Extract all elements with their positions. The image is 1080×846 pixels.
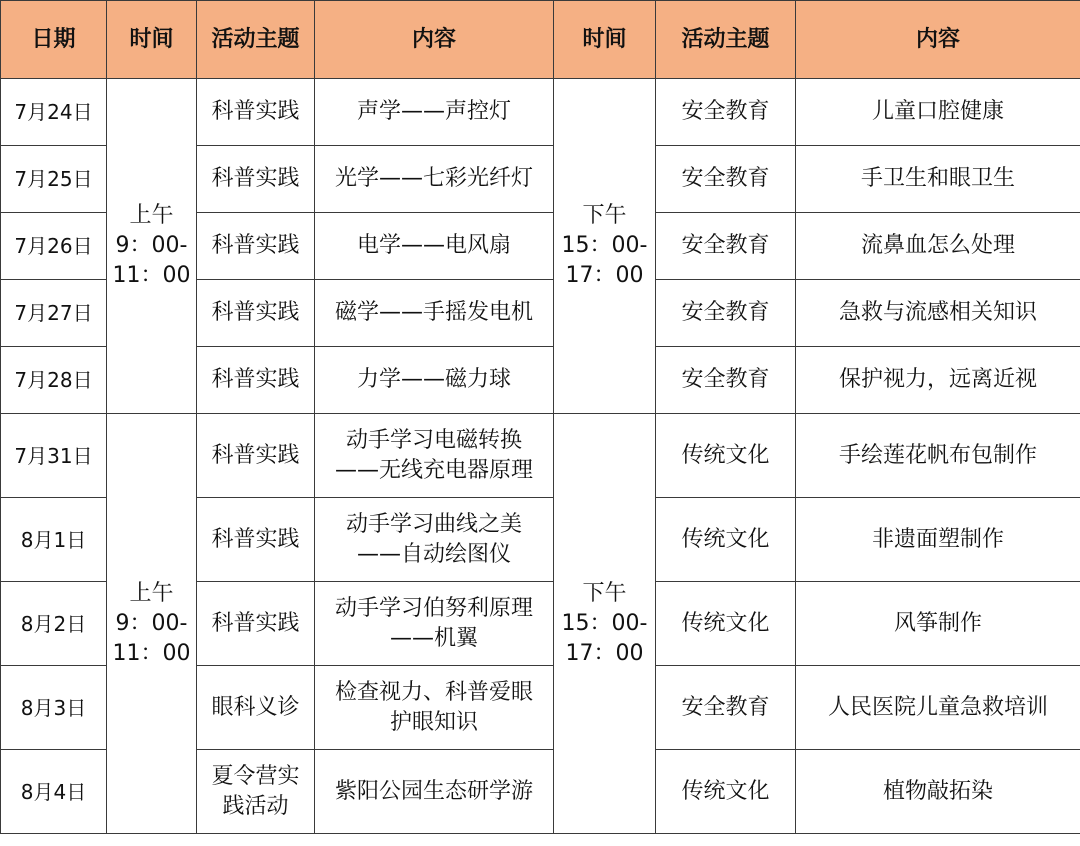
pm-time-cell: 下午 15：00- 17：00 xyxy=(554,79,656,414)
header-date: 日期 xyxy=(1,1,107,79)
date-cell: 7月28日 xyxy=(1,347,107,414)
am-content-cell: 电学——电风扇 xyxy=(315,213,554,280)
pm-theme-cell: 安全教育 xyxy=(656,666,796,750)
am-content-cell: 紫阳公园生态研学游 xyxy=(315,750,554,834)
date-cell: 8月4日 xyxy=(1,750,107,834)
table-row xyxy=(1,414,1080,498)
header-pm-content: 内容 xyxy=(796,1,1080,79)
pm-theme-cell: 安全教育 xyxy=(656,280,796,347)
pm-content-cell: 手绘莲花帆布包制作 xyxy=(796,414,1080,498)
pm-content-cell: 风筝制作 xyxy=(796,582,1080,666)
am-theme-cell: 科普实践 xyxy=(197,582,315,666)
date-cell: 7月24日 xyxy=(1,79,107,146)
date-cell: 7月31日 xyxy=(1,414,107,498)
date-cell: 7月27日 xyxy=(1,280,107,347)
pm-content-cell: 保护视力，远离近视 xyxy=(796,347,1080,414)
am-theme-cell: 科普实践 xyxy=(197,213,315,280)
pm-time-cell: 下午 15：00- 17：00 xyxy=(554,414,656,834)
am-time-cell: 上午 9：00- 11：00 xyxy=(107,79,197,414)
am-theme-cell: 夏令营实 践活动 xyxy=(197,750,315,834)
pm-theme-cell: 安全教育 xyxy=(656,146,796,213)
pm-theme-cell: 传统文化 xyxy=(656,498,796,582)
header-am-time: 时间 xyxy=(107,1,197,79)
pm-content-cell: 流鼻血怎么处理 xyxy=(796,213,1080,280)
am-content-cell: 力学——磁力球 xyxy=(315,347,554,414)
header-pm-theme: 活动主题 xyxy=(656,1,796,79)
pm-content-cell: 非遗面塑制作 xyxy=(796,498,1080,582)
date-cell: 8月2日 xyxy=(1,582,107,666)
date-cell: 8月3日 xyxy=(1,666,107,750)
pm-content-cell: 儿童口腔健康 xyxy=(796,79,1080,146)
am-content-cell: 动手学习伯努利原理 ——机翼 xyxy=(315,582,554,666)
date-cell: 7月26日 xyxy=(1,213,107,280)
pm-content-cell: 植物敲拓染 xyxy=(796,750,1080,834)
am-content-cell: 动手学习电磁转换 ——无线充电器原理 xyxy=(315,414,554,498)
header-row xyxy=(1,1,1080,79)
date-cell: 8月1日 xyxy=(1,498,107,582)
pm-theme-cell: 传统文化 xyxy=(656,414,796,498)
table-row xyxy=(1,79,1080,146)
am-content-cell: 动手学习曲线之美 ——自动绘图仪 xyxy=(315,498,554,582)
am-content-cell: 声学——声控灯 xyxy=(315,79,554,146)
pm-theme-cell: 传统文化 xyxy=(656,750,796,834)
am-theme-cell: 眼科义诊 xyxy=(197,666,315,750)
header-pm-time: 时间 xyxy=(554,1,656,79)
pm-theme-cell: 安全教育 xyxy=(656,213,796,280)
am-theme-cell: 科普实践 xyxy=(197,414,315,498)
am-theme-cell: 科普实践 xyxy=(197,79,315,146)
pm-theme-cell: 传统文化 xyxy=(656,582,796,666)
am-theme-cell: 科普实践 xyxy=(197,280,315,347)
pm-content-cell: 急救与流感相关知识 xyxy=(796,280,1080,347)
header-am-content: 内容 xyxy=(315,1,554,79)
am-content-cell: 磁学——手摇发电机 xyxy=(315,280,554,347)
pm-content-cell: 手卫生和眼卫生 xyxy=(796,146,1080,213)
date-cell: 7月25日 xyxy=(1,146,107,213)
am-time-cell: 上午 9：00- 11：00 xyxy=(107,414,197,834)
pm-theme-cell: 安全教育 xyxy=(656,347,796,414)
am-content-cell: 光学——七彩光纤灯 xyxy=(315,146,554,213)
pm-content-cell: 人民医院儿童急救培训 xyxy=(796,666,1080,750)
pm-theme-cell: 安全教育 xyxy=(656,79,796,146)
am-content-cell: 检查视力、科普爱眼 护眼知识 xyxy=(315,666,554,750)
header-am-theme: 活动主题 xyxy=(197,1,315,79)
am-theme-cell: 科普实践 xyxy=(197,498,315,582)
am-theme-cell: 科普实践 xyxy=(197,146,315,213)
am-theme-cell: 科普实践 xyxy=(197,347,315,414)
